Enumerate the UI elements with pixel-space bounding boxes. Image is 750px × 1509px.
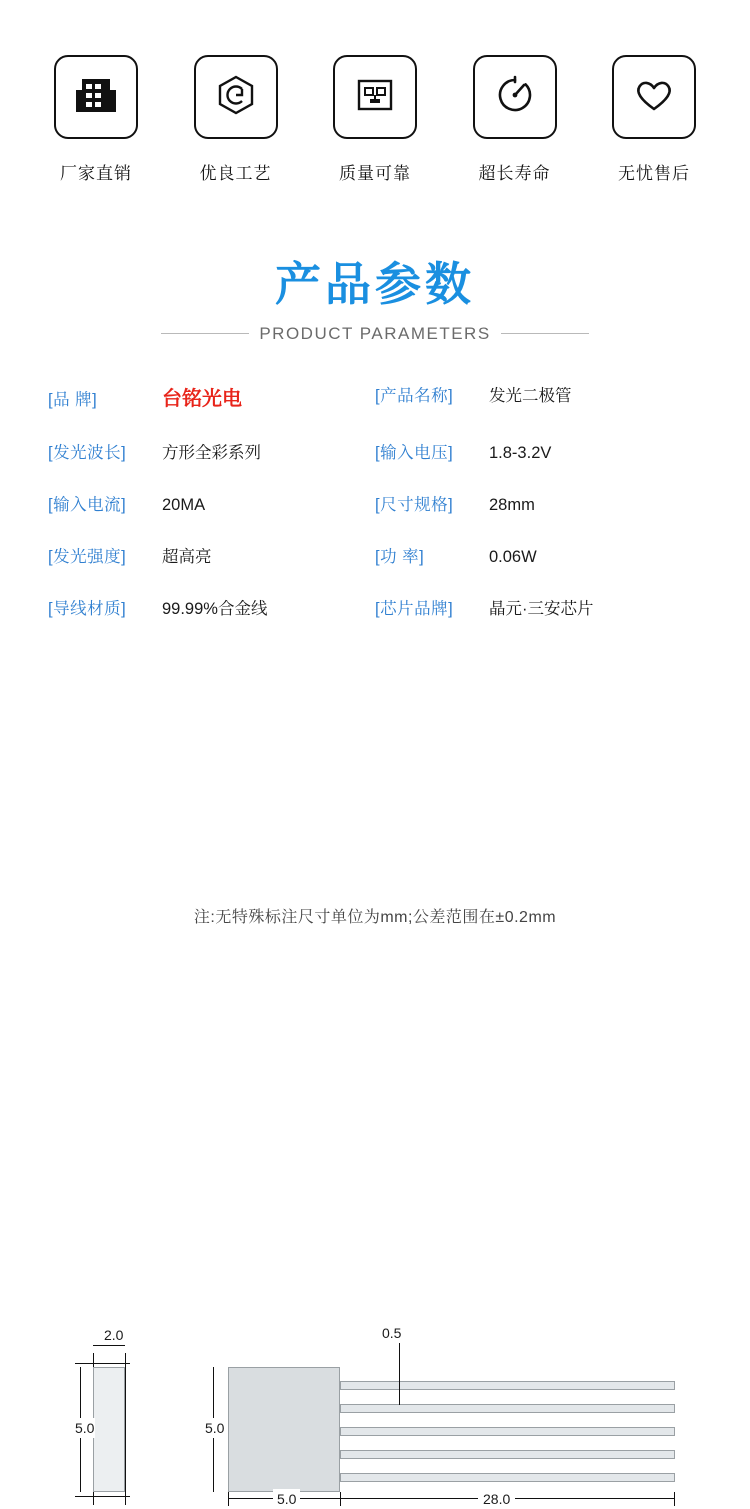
param-row-voltage	[375, 439, 702, 463]
feature-label: 厂家直销	[60, 164, 132, 183]
feature-label: 质量可靠	[339, 164, 411, 183]
feature-item-quality	[327, 55, 423, 184]
stopwatch-icon-box	[473, 55, 557, 139]
lead-wire	[340, 1473, 675, 1482]
param-value: 99.99%合金线	[162, 599, 268, 618]
dim-lead-length: 28.0	[478, 1489, 515, 1509]
craft-hexagon-icon	[213, 72, 259, 123]
quality-panel-icon	[352, 72, 398, 123]
page-subtitle: PRODUCT PARAMETERS	[259, 323, 491, 343]
quality-icon-box	[333, 55, 417, 139]
lead-wire	[340, 1450, 675, 1459]
feature-item-craft	[188, 55, 284, 184]
side-view-width-dim-line	[93, 1345, 125, 1346]
param-value: 28mm	[489, 495, 535, 514]
param-value: 超高亮	[162, 547, 212, 566]
side-view-top-line	[75, 1363, 130, 1364]
parameter-table	[48, 382, 702, 619]
lead-length-tick-right	[674, 1492, 675, 1506]
factory-icon	[73, 72, 119, 123]
heart-icon-box	[612, 55, 696, 139]
param-row-product-name	[375, 382, 702, 411]
param-key: [输入电压]	[375, 443, 454, 462]
param-key: [功 率]	[375, 547, 425, 566]
param-value: 发光二极管	[489, 386, 572, 405]
param-key: [发光波长]	[48, 443, 127, 462]
param-row-wire-material	[48, 595, 375, 619]
dim-side-width: 2.0	[104, 1326, 124, 1343]
dim-body-height: 5.0	[205, 1419, 225, 1436]
dim-body-width: 5.0	[273, 1489, 300, 1509]
page-title: 产品参数	[275, 258, 475, 310]
param-row-current	[48, 491, 375, 515]
divider-left	[161, 333, 249, 334]
feature-item-lifetime	[467, 55, 563, 184]
param-row-chip-brand	[375, 595, 702, 619]
side-view-bottom-line	[75, 1496, 130, 1497]
feature-label: 超长寿命	[478, 164, 551, 183]
section-title	[0, 259, 750, 344]
lead-wire	[340, 1427, 675, 1436]
feature-label: 无忧售后	[618, 164, 690, 183]
param-key: [产品名称]	[375, 386, 454, 405]
feature-list	[0, 0, 750, 184]
lead-wire	[340, 1404, 675, 1413]
param-value: 晶元·三安芯片	[489, 599, 594, 618]
feature-item-factory	[48, 55, 144, 184]
lead-wire	[340, 1381, 675, 1390]
dim-side-height: 5.0	[75, 1419, 95, 1436]
divider-right	[501, 333, 589, 334]
param-key: [输入电流]	[48, 495, 127, 514]
param-value: 1.8-3.2V	[489, 443, 552, 462]
param-key: [发光强度]	[48, 547, 127, 566]
param-key: [尺寸规格]	[375, 495, 454, 514]
param-key: [品 牌]	[48, 390, 98, 409]
side-view-body	[93, 1367, 125, 1492]
led-body	[228, 1367, 340, 1492]
param-value: 20MA	[162, 495, 206, 514]
param-row-wavelength	[48, 439, 375, 463]
body-width-tick-left	[228, 1492, 229, 1506]
dimension-note: 注:无特殊标注尺寸单位为mm;公差范围在±0.2mm	[193, 909, 557, 926]
param-row-power	[375, 543, 702, 567]
param-row-brand	[48, 382, 375, 411]
body-width-tick-right	[340, 1492, 341, 1506]
param-value: 方形全彩系列	[162, 443, 261, 462]
factory-icon-box	[54, 55, 138, 139]
param-value: 台铭光电	[162, 387, 242, 410]
param-row-size	[375, 491, 702, 515]
feature-label: 优良工艺	[199, 164, 272, 183]
heart-icon	[631, 72, 677, 123]
subtitle-row	[0, 324, 750, 344]
param-key: [导线材质]	[48, 599, 127, 618]
lead-thickness-leader-line	[399, 1343, 400, 1405]
feature-item-aftersales	[606, 55, 702, 184]
side-view-right-edge	[125, 1353, 126, 1505]
dim-lead-thickness: 0.5	[382, 1324, 402, 1341]
param-row-intensity	[48, 543, 375, 567]
param-key: [芯片品牌]	[375, 599, 454, 618]
craft-icon-box	[194, 55, 278, 139]
stopwatch-icon	[492, 72, 538, 123]
param-value: 0.06W	[489, 547, 537, 566]
